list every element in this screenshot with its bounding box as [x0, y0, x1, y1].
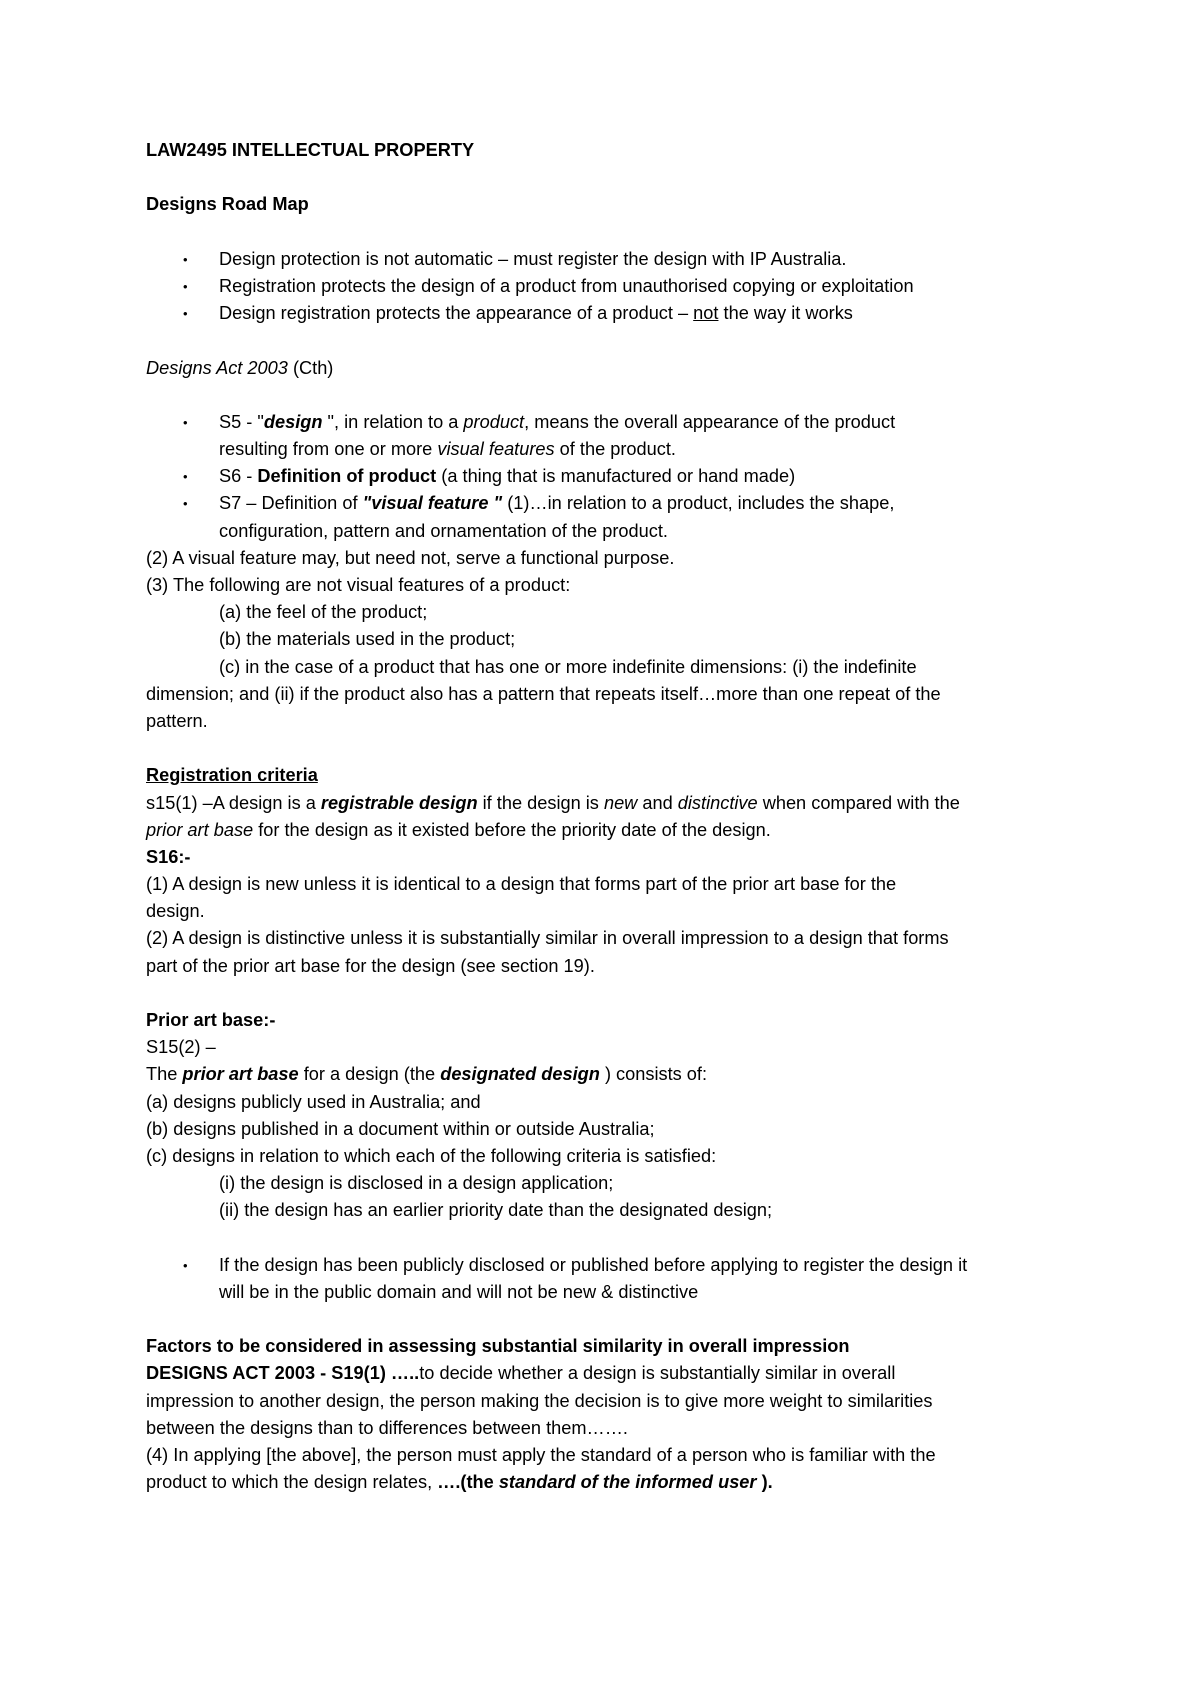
s7-bullet: • S7 – Definition of "visual feature " (1)…in relation to a product, includes the shape,: [146, 490, 1076, 517]
bullet-icon: •: [183, 306, 188, 322]
s16-1-line: (1) A design is new unless it is identical to a design that forms part of the prior art base for the: [146, 874, 897, 895]
factors-heading: Factors to be considered in assessing substantial similarity in overall impression: [146, 1336, 850, 1357]
bullet-icon: •: [183, 414, 188, 430]
bullet-icon: •: [183, 1257, 188, 1273]
prior-art-item-c: (c) designs in relation to which each of the following criteria is satisfied:: [146, 1145, 717, 1166]
s16-2-line: (2) A design is distinctive unless it is substantially similar in overall impression to a design that forms: [146, 928, 949, 949]
bullet-icon: •: [183, 251, 188, 267]
bullet-icon: •: [183, 496, 188, 512]
s7-item-c: (c) in the case of a product that has one or more indefinite dimensions: (i) the indefinite: [219, 656, 917, 677]
s15-2-label: S15(2) –: [146, 1037, 216, 1058]
prior-art-intro: The prior art base for a design (the designated design ) consists of:: [146, 1064, 708, 1085]
s19-4-continuation: product to which the design relates, ….(the standard of the informed user ).: [146, 1472, 773, 1493]
s7-item-a: (a) the feel of the product;: [219, 602, 428, 623]
prior-art-sub-ii: (ii) the design has an earlier priority date than the designated design;: [219, 1200, 773, 1221]
s16-heading: S16:-: [146, 846, 191, 867]
bullet-icon: •: [183, 469, 188, 485]
s7-continuation: configuration, pattern and ornamentation of the product.: [219, 520, 668, 541]
bullet-icon: •: [183, 278, 188, 294]
roadmap-bullet-3: • Design registration protects the appearance of a product – not the way it works: [146, 300, 1076, 327]
s6-bullet: • S6 - Definition of product (a thing that is manufactured or hand made): [146, 463, 1076, 490]
prior-art-sub-i: (i) the design is disclosed in a design application;: [219, 1173, 614, 1194]
prior-art-item-b: (b) designs published in a document within or outside Australia;: [146, 1118, 655, 1139]
s16-1-continuation: design.: [146, 901, 205, 922]
s19-continuation-2: between the designs than to differences between them…….: [146, 1417, 628, 1438]
prior-art-heading: Prior art base:-: [146, 1010, 276, 1030]
s5-continuation: resulting from one or more visual features of the product.: [219, 439, 676, 460]
registration-heading: Registration criteria: [146, 765, 318, 786]
act-title: Designs Act 2003 (Cth): [146, 357, 334, 378]
public-domain-bullet: • If the design has been publicly disclosed or published before applying to register the design it: [146, 1252, 1076, 1279]
roadmap-bullet-1: • Design protection is not automatic – must register the design with IP Australia.: [146, 246, 1076, 273]
prior-art-item-a: (a) designs publicly used in Australia; and: [146, 1091, 481, 1112]
s16-2-continuation: part of the prior art base for the design (see section 19).: [146, 955, 595, 976]
s7-item-2: (2) A visual feature may, but need not, serve a functional purpose.: [146, 547, 675, 568]
s7-item-c-cont-2: pattern.: [146, 710, 208, 731]
public-domain-continuation: will be in the public domain and will not be new & distinctive: [219, 1281, 699, 1302]
s15-1-line: s15(1) –A design is a registrable design if the design is new and distinctive when compared with the: [146, 792, 960, 813]
course-title: LAW2495 INTELLECTUAL PROPERTY: [146, 140, 475, 160]
s7-item-3: (3) The following are not visual features of a product:: [146, 575, 571, 595]
s7-item-c-cont-1: dimension; and (ii) if the product also has a pattern that repeats itself…more than one repeat of the: [146, 683, 941, 704]
s7-item-b: (b) the materials used in the product;: [219, 629, 516, 650]
s19-4-line: (4) In applying [the above], the person must apply the standard of a person who is familiar with the: [146, 1445, 936, 1465]
document-page: [146, 137, 1076, 1496]
s19-line: DESIGNS ACT 2003 - S19(1) …..to decide whether a design is substantially similar in overall: [146, 1363, 896, 1384]
s15-1-continuation: prior art base for the design as it existed before the priority date of the design.: [146, 819, 771, 840]
s19-continuation-1: impression to another design, the person making the decision is to give more weight to similarities: [146, 1390, 933, 1411]
roadmap-bullet-2: • Registration protects the design of a product from unauthorised copying or exploitation: [146, 273, 1076, 300]
roadmap-heading: Designs Road Map: [146, 194, 309, 215]
s5-bullet: • S5 - "design ", in relation to a product, means the overall appearance of the product: [146, 409, 1076, 436]
